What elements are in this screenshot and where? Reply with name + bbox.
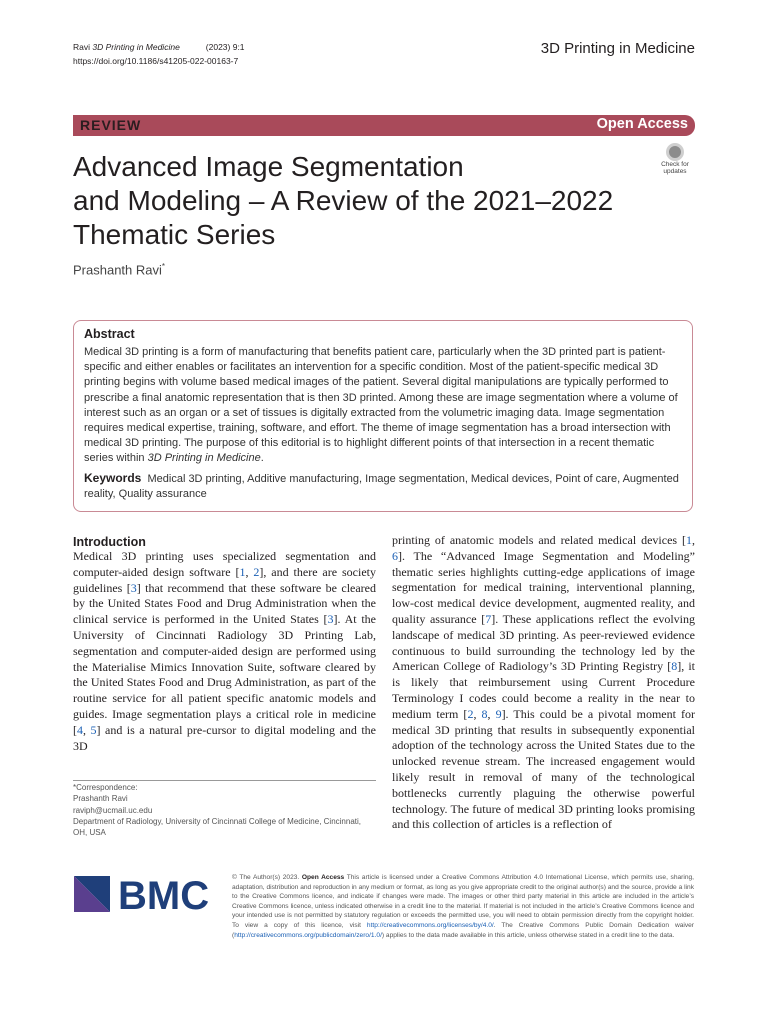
text-run: ] that recommend that these software be cleared by the United States Food and Drug Administration when the clinical service is performed in the United States [ — [73, 580, 376, 627]
crossmark-line-2: updates — [663, 168, 687, 175]
text-run: ]. This could be a pivotal moment for medical 3D printing that results in subsequently exponential adoption of the technology across the United States due to the unlocked revenue stream. The increased engagement would likely result in removal of many of the technological bottlenecks currently plaguing the otherwise powerful technology. The future of medical 3D printing looks promising and this collection of articles is a reflection of — [392, 706, 696, 832]
text-run: ]. At the University of Cincinnati Radiology 3D Printing Lab, segmentation and computer-aided design are performed using the Materialise Mimics Innovation Suite, software cleared by the United States Food and Drug Administration, as part of the routine service for all patient specific anatomic models and guides. Image segmentation plays a critical role in medicine [ — [73, 612, 376, 737]
text-run: printing of anatomic models and related medical devices [ — [392, 533, 686, 547]
abstract-journal-italic: 3D Printing in Medicine — [147, 452, 261, 465]
check-for-updates-badge[interactable] — [655, 142, 695, 182]
text-run: ], and there are society guidelines [ — [73, 564, 376, 595]
correspondence-name: Prashanth Ravi — [73, 794, 128, 804]
reference-link[interactable]: 3 — [327, 612, 334, 627]
header-journal-italic: 3D Printing in Medicine — [92, 42, 180, 52]
text-run: ]. The “Advanced Image Segmentation and Modeling” thematic series highlights cutting-edge applications of image segmentation for medical training, interventional planning, low-cost medical device development, augmented reality, and quality assurance [ — [392, 548, 695, 626]
introduction-heading: Introduction — [73, 535, 146, 549]
doi-link[interactable]: https://doi.org/10.1186/s41205-022-00163-7 — [73, 56, 239, 66]
reference-link[interactable]: 9 — [495, 706, 502, 721]
reference-link[interactable]: 2 — [253, 564, 260, 579]
reference-link[interactable]: 5 — [90, 722, 97, 737]
reference-link[interactable]: 1 — [686, 533, 692, 547]
reference-link[interactable]: 6 — [392, 548, 398, 563]
article-title — [73, 150, 653, 252]
header-year-volume: (2023) 9:1 — [205, 42, 245, 52]
body-column-right: printing of anatomic models and related medical devices [1, 6]. The “Advanced Image Segmentation and Modeling” thematic series highlights cutting-edge applications of image segmentation for medical training, interventional planning, low-cost medical device development, augmented reality, and quality assurance [7]. These applications reflect the evolving landscape of medical 3D printing. As peer-reviewed evidence continuous to build surrounding the technology led by the American College of Radiology’s 3D Printing Registry [8], it is likely that reimbursement using Current Procedure Terminology I codes could become a reality in the near to medium term [2, 8, 9]. This could be a pivotal moment for medical 3D printing that results in subsequently exponential adoption of the technology across the United States due to the unlocked revenue stream. The increased engagement would likely result in removal of many of the technological bottlenecks currently plaguing the otherwise powerful technology. The future of medical 3D printing looks promising and this collection of articles is a reflection of — [392, 533, 696, 832]
license-statement — [232, 873, 694, 940]
reference-link[interactable]: 1 — [239, 564, 246, 579]
footnote-divider — [73, 780, 376, 781]
public-domain-link[interactable]: http://creativecommons.org/publicdomain/zero/1.0/ — [234, 931, 382, 939]
text-run: ] and is a natural pre-cursor to digital modeling and the 3D — [73, 722, 377, 753]
body-column-left: Medical 3D printing uses specialized segmentation and computer-aided design software [1, 2], and there are society guidelines [3] that recommend that these software be cleared by the United States Food and Drug Administration when the clinical service is performed in the United States [3]. At the University of Cincinnati Radiology 3D Printing Lab, segmentation and computer-aided design are performed using the Materialise Mimics Innovation Suite, software cleared by the United States Food and Drug Administration, as part of the routine service for all patient specific anatomic models and guides. Image segmentation plays a critical role in medicine [4, 5] and is a natural pre-cursor to digital modeling and the 3D — [73, 549, 377, 753]
crossmark-icon — [666, 143, 684, 161]
reference-link[interactable]: 8 — [671, 659, 678, 674]
reference-link[interactable]: 7 — [485, 611, 492, 626]
correspondence-marker: * — [161, 262, 166, 271]
text-run: ], it is likely that reimbursement using Current Procedure Terminology I codes could become a reality in the near to medium term [ — [392, 659, 695, 721]
license-link[interactable]: http://creativecommons.org/licenses/by/4.0/ — [366, 921, 494, 929]
correspondence-label: *Correspondence: — [73, 783, 138, 792]
reference-link[interactable]: 4 — [77, 722, 83, 737]
abstract-body — [84, 345, 682, 467]
author-name[interactable]: Prashanth Ravi — [73, 262, 162, 278]
header-author: Ravi — [73, 42, 91, 52]
title-line-2: and Modeling – A Review of the 2021–2022 — [73, 185, 614, 216]
correspondence-affiliation: Department of Radiology, University of Cincinnati College of Medicine, Cincinnati, OH, USA — [73, 816, 361, 838]
abstract-heading: Abstract — [84, 327, 135, 341]
text-run: This article is licensed under a Creative Commons Attribution 4.0 International License, which permits use, sharing, adaptation, distribution and reproduction in any medium or format, as long as you give appropriate credit to the original author(s) and the source, provide a link to the Creative Commons licence, and indicate if changes were made. The images or other third party material in this article are included in the article’s Creative Commons licence, unless indicated otherwise in a credit line to the material. If material is not included in the article’s Creative Commons licence and your intended use is not permitted by statutory regulation or exceeds the permitted use, you will need to obtain permission directly from the copyright holder. To view a copy of this licence, visit — [232, 874, 695, 929]
abstract-end: . — [260, 452, 264, 465]
text-run: . The Creative Commons Public Domain Dedication waiver ( — [232, 921, 694, 939]
title-line-3: Thematic Series — [73, 219, 276, 250]
keywords-list: Medical 3D printing, Additive manufacturing, Image segmentation, Medical devices, Point of care, Augmented reality, Quality assurance — [84, 472, 679, 500]
author-line — [73, 262, 165, 277]
license-open-access: Open Access — [301, 874, 345, 881]
reference-link[interactable]: 2 — [467, 706, 474, 721]
citation-header — [73, 40, 245, 68]
journal-name: 3D Printing in Medicine — [540, 40, 695, 57]
keywords-label: Keywords — [84, 470, 142, 485]
correspondence-email[interactable]: raviph@ucmail.uc.edu — [73, 805, 153, 815]
correspondence-footnote — [73, 782, 376, 838]
crossmark-line-1: Check for — [661, 161, 689, 168]
bmc-logo-text: BMC — [118, 874, 210, 914]
title-line-1: Advanced Image Segmentation — [73, 151, 464, 182]
abstract-text: Medical 3D printing is a form of manufacturing that benefits patient care, particularly when the 3D printed part is patient-specific and either enables or facilitates an intervention for a specific condition. Most of the patient-specific medical 3D printing begins with volume based medical images of the patient. Several digital manipulations are typically performed to prescribe a final anatomic representation that is then 3D printed. Among these are image segmentation where a volume of interest such as an organ or a set of tissues is digitally extracted from the volumetric imaging data. Image segmentation requires medical expertise, training, software, and effort. The theme of image segmentation has a broad intersection with medical 3D printing. The purpose of this editorial is to highlight different points of that intersection in a recent thematic series within — [84, 346, 678, 465]
reference-link[interactable]: 8 — [481, 706, 488, 721]
reference-link[interactable]: 3 — [130, 580, 137, 595]
bmc-logo[interactable] — [74, 874, 214, 914]
abstract-box — [73, 320, 693, 512]
text-run: Medical 3D printing uses specialized segmentation and computer-aided design software [ — [73, 549, 376, 579]
article-type-label: REVIEW — [80, 117, 142, 133]
keywords — [84, 471, 682, 502]
open-access-label: Open Access — [596, 116, 688, 132]
text-run: © The Author(s) 2023. — [232, 874, 302, 881]
text-run: ) applies to the data made available in this article, unless otherwise stated in a credit line to the data. — [381, 931, 675, 939]
text-run: ]. These applications reflect the evolving landscape of medical 3D printing. As peer-reviewed evidence continuous to build surrounding the technology led by the American College of Radiology’s 3D Printing Registry [ — [392, 611, 695, 674]
